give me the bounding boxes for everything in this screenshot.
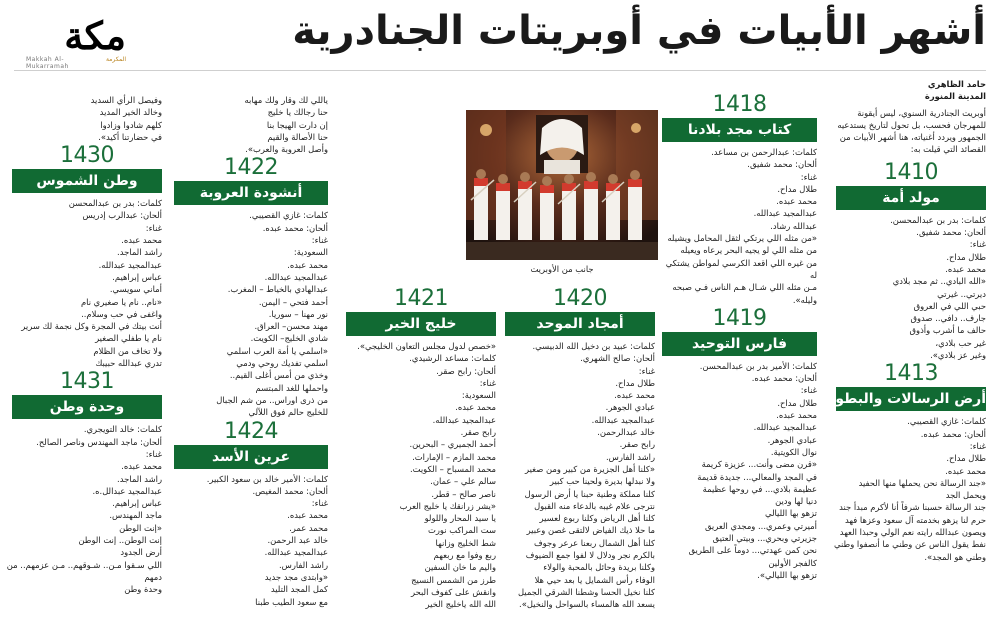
intro-line: القصائد التي قيلت به: xyxy=(910,144,986,155)
section-line: طلال مداح. xyxy=(946,453,986,464)
section-line: محمد عبده. xyxy=(776,410,817,421)
section-line: محمد عمر. xyxy=(289,522,328,533)
column-5 xyxy=(174,94,328,608)
header-rule xyxy=(14,70,986,71)
section-line: ألحان: عبدالرب إدريس xyxy=(82,210,162,221)
section-title: أمجاد الموحد xyxy=(505,312,655,336)
section-line: حبي اللي في العروق xyxy=(913,300,986,311)
section-line: جند الرسالة حسبنا شرفاً أنا لأكرم مبدأ جند xyxy=(839,502,986,513)
section-line: محمد عبده. xyxy=(121,235,162,246)
section-line: محمد عبده. xyxy=(287,259,328,270)
section-line: وحدة وطن xyxy=(124,584,162,595)
section-line: غناء: xyxy=(969,440,986,451)
section-line: وانقش على كفوف البحر xyxy=(410,586,496,597)
section-year: 1418 xyxy=(712,92,767,117)
section-line: كلنا نخيل الحسا وشطنا الشرقي الجميل xyxy=(517,586,655,597)
section-line: غناء: xyxy=(800,171,817,182)
section-line: عبدالمجيد عبدالله. xyxy=(753,422,817,433)
section-line: غير حب بلادي، xyxy=(935,337,986,348)
section-year: 1419 xyxy=(712,305,767,331)
section-line: غناء: xyxy=(311,498,328,509)
logo-mark: مكة xyxy=(64,13,126,58)
section-line: كلمات: بدر بن عبدالمحسن. xyxy=(890,214,986,225)
section-line: مع سعود الطيب طبنا xyxy=(255,596,328,607)
poem-section xyxy=(836,160,986,362)
section-line: ألحان: محمد عبده. xyxy=(262,222,328,233)
section-line: «نام.. نام يا صغيري نام xyxy=(80,296,162,307)
section-line: رابح صقر. xyxy=(460,427,496,438)
section-line: السعودية: xyxy=(461,390,496,401)
intro-line: الجمهور ويردد أغنياته، هنا أشهر الأبيات من xyxy=(839,132,986,143)
section-lines xyxy=(12,197,162,369)
section-line: «قرن مضى وأنت... عزيزة كريمة xyxy=(701,459,817,470)
section-line: عبدالمجيد عبدالله. xyxy=(264,547,328,558)
section-line: كلنا مملكة وطنية حبنا يا أرض الرسول xyxy=(524,488,655,499)
section-lines xyxy=(836,415,986,563)
section-lines xyxy=(836,214,986,362)
section-line: كالفجر الأولين xyxy=(768,557,817,568)
section-line: أماني سويسي. xyxy=(109,284,162,295)
section-line: محمد عبده. xyxy=(614,390,655,401)
section-line: جارف.. دافي.. صدوق xyxy=(910,313,986,324)
section-line: وغير عز بلادي». xyxy=(930,350,986,361)
section-line: السعودية: xyxy=(293,247,328,258)
section-line: محمد عبده. xyxy=(776,196,817,207)
section-line: مـن مثله اللي شـال هـم الناس فـي صبحه xyxy=(672,282,817,293)
column-6 xyxy=(6,94,162,596)
section-line: محمد عبده. xyxy=(945,465,986,476)
intro-line: أوبريت الجنادرية السنوي، ليس أيقونة xyxy=(857,107,986,118)
section-line: محمد المسباح – الكويت. xyxy=(409,463,496,474)
section-line: طرز من الشمس النسيج xyxy=(411,574,496,585)
section-line: ست المراكب نورت xyxy=(427,525,496,536)
poem-section xyxy=(505,286,655,611)
section-line: ألحان: محمد عبده. xyxy=(751,373,817,384)
section-line: عبدالله رشاد. xyxy=(770,220,817,231)
section-line: يا سيد المحار واللولو xyxy=(424,513,496,524)
section-year: 1431 xyxy=(60,369,114,395)
headline: أشهر الأبيات في أوبريتات الجنادرية xyxy=(292,8,986,54)
section-line: ناصر صالح – قطر. xyxy=(431,488,496,499)
section-line: غناء: xyxy=(311,235,328,246)
intro xyxy=(836,107,986,156)
poem-section xyxy=(6,369,162,595)
section-lines xyxy=(174,94,328,155)
section-line: كلنا أهل الشمال ربعنا عرعر وجوف xyxy=(533,537,655,548)
section-title: خليج الخير xyxy=(346,312,496,336)
section-line: كلمات: الأمير خالد بن سعود الكبير. xyxy=(206,473,328,484)
section-line: ألحان: محمد شفيق. xyxy=(747,159,817,170)
section-line: طلال مداح. xyxy=(777,397,817,408)
section-line: راشد الماجد. xyxy=(117,473,162,484)
section-line: خالد عبد الرحمن. xyxy=(267,535,328,546)
section-lines xyxy=(346,340,496,611)
section-line: ولا تخاف من الظلام xyxy=(93,345,162,356)
section-line: راشد الفارس. xyxy=(605,451,655,462)
section-line: راشد الماجد. xyxy=(117,247,162,258)
section-line: ألحان: محمد عبده. xyxy=(920,428,986,439)
section-line: دمهم xyxy=(144,571,162,582)
section-line: نام يا طفلي الصغير xyxy=(95,333,162,344)
poem-section xyxy=(662,306,817,581)
section-line: غناء: xyxy=(145,448,162,459)
photo-illustration xyxy=(466,110,658,260)
section-line: اللي سـقوا مـن.. شـوقهم.. مـن عزمهم.. من xyxy=(6,559,162,570)
section-line: واغفى في حب وسلام.. xyxy=(81,308,162,319)
section-lines xyxy=(174,473,328,608)
section-line: له xyxy=(809,269,817,280)
section-line: عبدالمجيد عبدالله. xyxy=(264,271,328,282)
section-line: كلمات: غازي القصيبي. xyxy=(907,416,986,427)
section-line: ألحان: صالح الشهري. xyxy=(580,353,655,364)
section-line: ربع وفوا مع ربعهم xyxy=(433,550,496,561)
section-line: الله الله ياخليج الخير xyxy=(425,599,496,610)
section-line: أحمد الجميري – البحرين. xyxy=(409,439,496,450)
section-line: عبدالمجيد عبدالله. xyxy=(98,259,162,270)
section-line: عبادي الجوهر. xyxy=(605,402,655,413)
column-4 xyxy=(346,286,496,611)
poem-section xyxy=(12,94,162,143)
section-line: غناء: xyxy=(800,385,817,396)
section-line: «الله البادي.. ثم مجد بلادي xyxy=(892,276,986,287)
section-line: «خصص لدول مجلس التعاون الخليجي». xyxy=(357,341,496,351)
poem-section xyxy=(174,419,328,608)
section-line: راشد الفارس. xyxy=(278,559,328,570)
section-line: عظيمة بلادي... في روحها عظيمة xyxy=(702,483,817,494)
section-line: محمد عبده. xyxy=(121,461,162,472)
section-title: مولد أمة xyxy=(836,186,986,210)
section-line: شط الخليج وزانها xyxy=(435,537,496,548)
section-line: خالد عبدالرحمن. xyxy=(597,427,655,438)
section-line: الوفاء رأس الشمايل يا بعد حيي هلا xyxy=(534,574,655,585)
section-line: مهند محسن– العراق. xyxy=(254,321,328,332)
section-line: تزهو بها الليالي». xyxy=(757,569,817,580)
section-line: محمد المازم – الإمارات. xyxy=(412,451,496,462)
column-2 xyxy=(662,92,817,581)
poem-section xyxy=(12,143,162,369)
byline-city: المدينة المنورة xyxy=(924,91,986,102)
section-line: «يشر زرانقك يا خليج العرب xyxy=(399,500,496,511)
section-line: عبدالهادي بالخياط – المغرب. xyxy=(227,284,328,295)
section-year: 1410 xyxy=(884,159,938,185)
section-line: نور مهنا – سوريا. xyxy=(268,308,328,319)
section-line: أميرتي وعمري... ومجدي العريق xyxy=(704,520,817,531)
section-line: للخليج حالم فوق اللآلي xyxy=(248,407,328,418)
section-line: كلمات: عبيد بن دخيل الله الدبيسي. xyxy=(532,341,655,351)
section-line: «كلنا أهل الجزيرة من كبير ومن صغير xyxy=(525,463,655,474)
section-line: محمد عبده. xyxy=(945,263,986,274)
section-line: تزهو بها الليالي xyxy=(764,508,817,519)
section-line: نفط يقول الناس عن وطني ما أنصفوا وطني xyxy=(834,539,986,550)
poem-section xyxy=(174,94,328,155)
section-line: ألحان: محمد شفيق. xyxy=(916,227,986,238)
section-lines xyxy=(6,423,162,595)
section-line: واليم ما خان السفين xyxy=(424,562,496,573)
section-line: نحن كمن عهدتي... دوماً على الطريق xyxy=(688,545,817,556)
section-line: وأصل العروبة والعرب». xyxy=(245,144,328,155)
section-line: حنا رجالك يا خليج xyxy=(267,107,328,118)
section-line: «اسلمي يا أمة العرب اسلمي xyxy=(226,345,328,356)
section-line: أحمد فتحي – اليمن. xyxy=(258,296,328,307)
poem-section xyxy=(662,92,817,306)
section-year: 1424 xyxy=(224,418,278,444)
section-line: ولا نبدلها بديرة ولحينا حب كبير xyxy=(549,476,655,487)
section-line: غناء: xyxy=(145,222,162,233)
section-lines xyxy=(662,146,817,306)
section-title: وطن الشموس xyxy=(12,169,162,193)
section-lines xyxy=(505,340,655,611)
section-line: حنا الأصالة والقيم xyxy=(267,131,328,142)
section-line: كلمات: خالد التويجري. xyxy=(83,424,162,435)
logo-subtitle-en: Makkah Al-Mukarramah xyxy=(26,56,69,70)
section-line: ماجد المهندس. xyxy=(109,510,162,521)
section-line: وطني هو المجد». xyxy=(924,551,986,562)
intro-line: للمهرجان فحسب، بل تحول لتاريخ يستدعيه xyxy=(837,119,986,130)
section-line: غناء: xyxy=(969,239,986,250)
section-line: نترجى علام غيبه بالدعاء منه القبول xyxy=(534,500,655,511)
section-lines xyxy=(12,94,162,143)
section-line: «من مثله اللي يرتكي لثقل المحامل ويشيله xyxy=(667,233,817,244)
section-line: نوال الكويتية. xyxy=(770,446,817,457)
section-line: إنت الوطن.. إنت الوطن xyxy=(78,535,162,546)
newspaper-logo xyxy=(16,13,126,70)
section-line: «إنت الوطن xyxy=(119,522,162,533)
section-line: اسلمي تفديك روحي ودمي xyxy=(236,358,328,369)
section-line: كلمات: غازي القصيبي. xyxy=(249,210,328,221)
section-line: بالكرم نجر ودلال لا لفوا جمع الضيوف xyxy=(525,550,655,561)
section-line: كمل المجد التليد xyxy=(270,584,328,595)
section-line: طلال مداح. xyxy=(946,251,986,262)
section-line: حرم لنا يزهو بخدمته آل سعود وعزها فهد xyxy=(845,514,986,525)
section-line: ياللي لك وقار ولك مهابه xyxy=(244,95,328,105)
section-line: وكلنا بريدة وحائل بالمحبة والولاء xyxy=(543,562,655,573)
section-year: 1421 xyxy=(394,286,448,311)
section-title: عرين الأسد xyxy=(174,445,328,469)
section-year: 1413 xyxy=(884,361,938,387)
photo-caption: جانب من الأوبريت xyxy=(530,264,594,274)
byline-author: حامد الظاهري xyxy=(927,79,986,89)
section-line: دنيا لها ودين xyxy=(775,496,817,507)
section-title: كتاب مجد بلادنا xyxy=(662,118,817,142)
section-line: وليله». xyxy=(792,294,817,305)
section-lines xyxy=(662,360,817,581)
logo-subtitle xyxy=(26,56,126,70)
section-year: 1420 xyxy=(553,286,607,311)
column-1 xyxy=(810,78,986,563)
section-line: عبدالمجيد عبدالله. xyxy=(432,414,496,425)
section-line: غناء: xyxy=(638,365,655,376)
section-line: ألحان: رابح صقر. xyxy=(436,365,496,376)
section-line: «وابتدى مجد جديد xyxy=(264,571,328,582)
section-line: عبدالمجيد عبدالله. xyxy=(753,208,817,219)
section-line: طلال مداح. xyxy=(615,377,655,388)
section-line: وخذي من أمس أغلى القيم.. xyxy=(229,370,328,381)
section-line: ما حلا ذيك الفياض لالتقى غصن وعبير xyxy=(526,525,655,536)
section-line: عبدالمجيد عبدالل.ه. xyxy=(92,485,162,496)
poem-section xyxy=(174,155,328,418)
section-line: محمد عبده. xyxy=(287,510,328,521)
section-line: ألحان: ماجد المهندس وناصر الصالح. xyxy=(36,436,162,447)
section-line: كلمات: مساعد الرشيدي. xyxy=(409,353,496,364)
section-title: فارس التوحيد xyxy=(662,332,817,356)
section-line: عبدالمجيد عبدالله. xyxy=(591,414,655,425)
section-line: كلهم شادوا وزادوا xyxy=(100,119,162,130)
section-line: كلمات: الأمير بدر بن عبدالمحسن. xyxy=(699,360,817,371)
section-line: شادي الخليج– الكويت. xyxy=(250,333,328,344)
section-line: كلمات: بدر بن عبدالمحسن xyxy=(68,198,162,209)
section-line: عباس إبراهيم. xyxy=(112,271,162,282)
poem-section xyxy=(810,361,986,563)
section-line: في حضارتنا أكيد». xyxy=(98,131,162,142)
poem-section xyxy=(346,286,496,611)
section-line: ديرتي.. غيرتي xyxy=(937,288,986,299)
section-line: ألحان: محمد المغيص. xyxy=(252,485,328,496)
masthead xyxy=(0,0,1000,72)
section-line: ويحمل الجد xyxy=(945,490,986,501)
section-line: يسعد الله هالمساء بالسواحل والنخيل». xyxy=(519,599,655,610)
section-line: إن دارت الهيجا بنا xyxy=(266,119,328,130)
section-line: وخالد الخير المديد xyxy=(99,107,162,118)
section-line: «جند الرسالة نحن يحملها منها الحفيد xyxy=(858,477,986,488)
section-line: كلنا أهل الرياض وكلنا ربوع لعسير xyxy=(539,513,655,524)
section-year: 1430 xyxy=(60,143,114,169)
section-line: طلال مداح. xyxy=(777,183,817,194)
section-line: من غيره اللي اقعد الكرسي لمواطن يشتكي xyxy=(665,257,817,268)
section-title: أنشودة العروبة xyxy=(174,181,328,205)
section-line: حالف ما أشرب وأذوق xyxy=(909,325,986,336)
byline xyxy=(836,78,986,103)
section-line: أنت بيتك في المجرة وكل نجمة لك سرير xyxy=(21,321,162,332)
section-line: من ذرى اوراس.. من شم الجبال xyxy=(216,394,328,405)
section-line: عباس إبراهيم. xyxy=(112,498,162,509)
section-year: 1422 xyxy=(224,155,278,181)
section-line: محمد عبده. xyxy=(455,402,496,413)
logo-subtitle-ar: المكرمة xyxy=(105,56,126,63)
section-title: أرض الرسالات والبطولات xyxy=(836,387,986,411)
section-title: وحدة وطن xyxy=(12,395,162,419)
section-line: تدري عبدالله حبيبك xyxy=(95,358,162,369)
section-line: ويصون عبدالله رايته نعم الولي وحبذا العهد xyxy=(839,527,986,538)
section-line: عبادي الجوهر. xyxy=(767,434,817,445)
section-line: من مثله اللي لو يجيه البحر يرعاه ويعيله xyxy=(680,245,817,256)
section-lines xyxy=(174,209,328,418)
section-line: رابح صقر. xyxy=(619,439,655,450)
section-line: كلمات: عبدالرحمن بن مساعد. xyxy=(711,147,817,157)
section-line: واحملها للغد المبتسم xyxy=(255,382,328,393)
section-line: وفيصل الرأي السديد xyxy=(90,95,162,105)
section-line: في المجد والمعالي... جديدة قديمة xyxy=(697,471,817,482)
section-line: غناء: xyxy=(479,377,496,388)
section-line: جزيرتي وبحري... وبيتي العتيق xyxy=(712,533,817,544)
column-3 xyxy=(505,286,655,611)
section-line: سالم علي – عمان. xyxy=(430,476,496,487)
operetta-photo xyxy=(466,110,658,260)
section-line: أرض الجدود xyxy=(120,547,162,558)
